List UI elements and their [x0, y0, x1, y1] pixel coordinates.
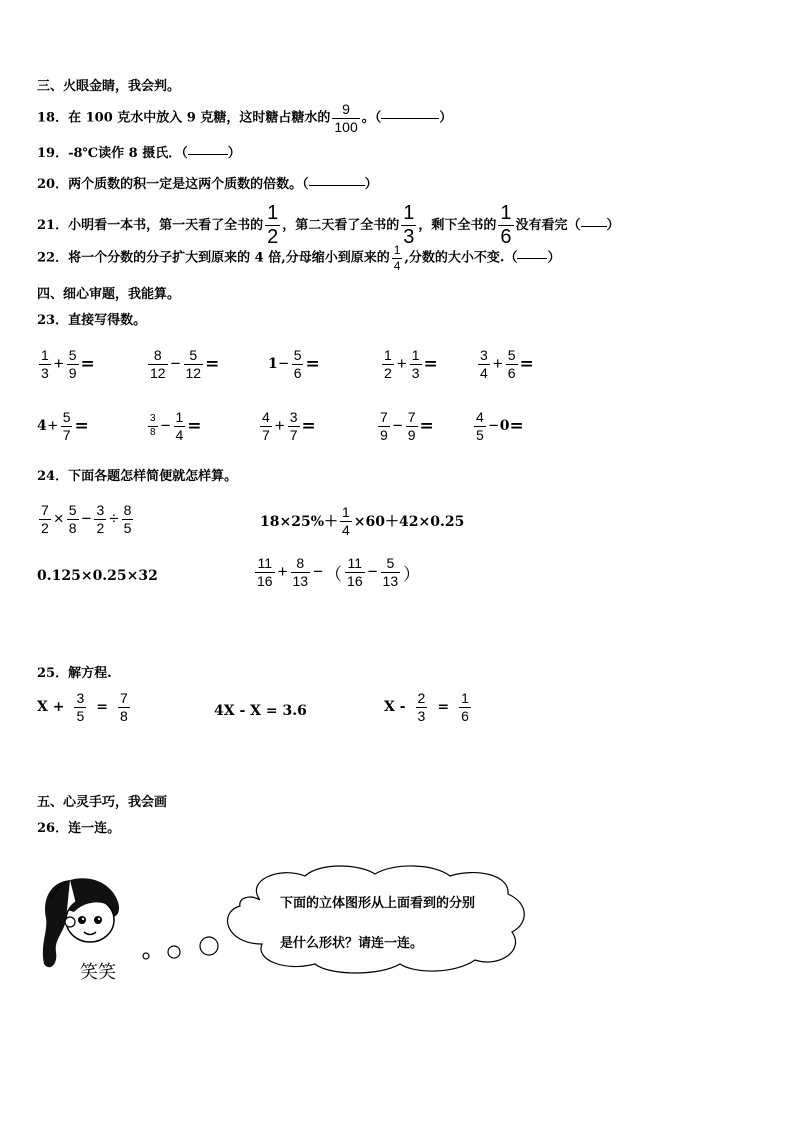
- q22-fraction: $\frac{1}{4}$: [393, 243, 401, 273]
- question-26-title: 26．连一连。: [37, 821, 121, 836]
- q24-expr-3: 0.125×0.25×32: [37, 568, 158, 584]
- thought-bubble-illustration: [30, 860, 560, 990]
- small-bubble-1: [143, 953, 149, 959]
- q23-expr-1: $\frac{1}{3}$ + $\frac{5}{9}$ =: [41, 347, 95, 381]
- q23-expr-6: 4+ $\frac{5}{7}$ =: [37, 409, 89, 443]
- q23-expr-5: $\frac{3}{4}$ + $\frac{5}{6}$ =: [480, 347, 534, 381]
- q23-expr-7: $\frac{3}{8}$ − $\frac{1}{4}$ =: [150, 409, 202, 443]
- question-24-title: 24．下面各题怎样简便就怎样算。: [37, 469, 238, 484]
- q23-expr-3: 1− $\frac{5}{6}$ =: [268, 347, 320, 381]
- section3-heading: 三、火眼金睛，我会判。: [37, 79, 181, 94]
- q25-equation-2: 4X - X = 3.6: [214, 703, 307, 719]
- q18-fraction: $\frac{9}{100}$: [334, 101, 358, 135]
- bubble-text-line-2: 是什么形状？请连一连。: [280, 936, 424, 951]
- q23-expr-2: $\frac{8}{12}$ − $\frac{5}{12}$ =: [150, 347, 220, 381]
- q21-fraction-1: $\frac{1}{2}$: [267, 202, 279, 248]
- question-23-title: 23．直接写得数。: [37, 313, 147, 328]
- q24-expr-4: $\frac{11}{16}$ + $\frac{8}{13}$ − （ $\frac{11}{16}$ − $\frac{5}{13}$ ）: [257, 555, 421, 589]
- q23-expr-4: $\frac{1}{2}$ + $\frac{1}{3}$ =: [384, 347, 438, 381]
- section4-heading: 四、细心审题，我能算。: [37, 287, 181, 302]
- q24-expr-1: $\frac{7}{2}$ × $\frac{5}{8}$ − $\frac{3}{2}$ ÷ $\frac{8}{5}$: [41, 502, 132, 536]
- q21-fraction-2: $\frac{1}{3}$: [403, 202, 415, 248]
- cloud-bubble: [228, 866, 525, 973]
- character-name-label: 笑笑: [80, 962, 116, 983]
- q18-text: 18．在 100 克水中放入 9 克糖，这时糖占糖水的: [37, 110, 331, 126]
- q25-equation-1: X + $\frac{3}{5}$ = $\frac{7}{8}$: [37, 690, 128, 724]
- question-19: 19．-8℃读作 8 摄氏．（ ）: [37, 146, 241, 161]
- small-bubble-3: [200, 937, 218, 955]
- q22-answer-blank[interactable]: [517, 257, 547, 259]
- girl-character-icon: [43, 878, 119, 983]
- small-bubble-2: [168, 946, 180, 958]
- q23-expr-9: $\frac{7}{9}$ − $\frac{7}{9}$ =: [380, 409, 434, 443]
- q21-fraction-3: $\frac{1}{6}$: [500, 202, 512, 248]
- q20-answer-blank[interactable]: [309, 184, 365, 186]
- q24-expr-2: 18×25%＋ $\frac{1}{4}$ ×60＋42×0.25: [260, 504, 465, 538]
- q23-expr-8: $\frac{4}{7}$ + $\frac{3}{7}$ =: [262, 409, 316, 443]
- question-25-title: 25．解方程.: [37, 666, 112, 681]
- question-21: 21．小明看一本书，第一天看了全书的 $\frac{1}{2}$ ，第二天看了全书的 $\frac{1}{3}$ ，剩下全书的 $\frac{1}{6}$ 没有看完（ ）: [37, 202, 620, 248]
- question-18: 18．在 100 克水中放入 9 克糖，这时糖占糖水的 $\frac{9}{100}$ 。（ ）: [37, 101, 453, 135]
- bubble-text-line-1: 下面的立体图形从上面看到的分别: [280, 896, 476, 911]
- question-20: 20．两个质数的积一定是这两个质数的倍数。（ ）: [37, 177, 378, 192]
- q19-answer-blank[interactable]: [188, 153, 228, 155]
- question-22: 22．将一个分数的分子扩大到原来的 4 倍,分母缩小到原来的 $\frac{1}{4}$ ,分数的大小不变.（ ）: [37, 243, 561, 273]
- q25-equation-3: X - $\frac{2}{3}$ = $\frac{1}{6}$: [384, 690, 469, 724]
- q23-expr-10: $\frac{4}{5}$ −0=: [476, 409, 524, 443]
- section5-heading: 五、心灵手巧，我会画: [37, 795, 168, 810]
- q18-answer-blank[interactable]: [381, 117, 439, 119]
- q21-answer-blank[interactable]: [581, 225, 607, 227]
